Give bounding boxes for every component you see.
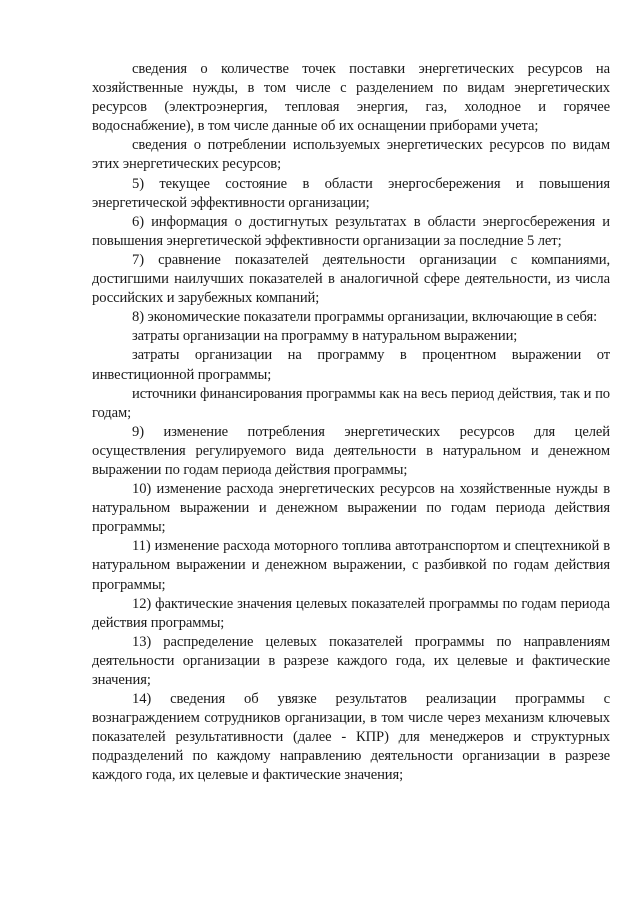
- paragraph-supply-points: сведения о количестве точек поставки энергетических ресурсов на хозяйственные нужды, в том числе с разделением по видам энергетических ресурсов (электроэнергия, тепловая энергия, газ, холодное и горячее водоснабжение), в том числе данные об их оснащении приборами учета;: [92, 61, 610, 135]
- paragraph-item-13: 13) распределение целевых показателей программы по направлениям деятельности организации в разрезе каждого года, их целевые и фактические значения;: [92, 633, 610, 688]
- paragraph-item-8: 8) экономические показатели программы организации, включающие в себя:: [132, 309, 598, 326]
- paragraph-item-9: 9) изменение потребления энергетических ресурсов для целей осуществления регулируемого вида деятельности в натуральном и денежном выражении по годам периода действия программы;: [92, 423, 610, 478]
- paragraph-consumption: сведения о потреблении используемых энергетических ресурсов по видам этих энергетических ресурсов;: [92, 137, 610, 173]
- paragraph-item-10: 10) изменение расхода энергетических ресурсов на хозяйственные нужды в натуральном выражении и денежном выражении по годам периода действия программы;: [92, 481, 610, 536]
- paragraph-item-7: 7) сравнение показателей деятельности организации с компаниями, достигшими наилучших показателей в аналогичной сфере деятельности, из числа российских и зарубежных компаний;: [92, 251, 610, 307]
- paragraph-funding-sources: источники финансирования программы как на весь период действия, так и по годам;: [92, 385, 610, 421]
- paragraph-item-12: 12) фактические значения целевых показателей программы по годам периода действия программы;: [92, 595, 610, 631]
- paragraph-costs-natural: затраты организации на программу в натуральном выражении;: [132, 328, 518, 345]
- paragraph-costs-percent: затраты организации на программу в процентном выражении от инвестиционной программы;: [92, 347, 610, 383]
- paragraph-item-6: 6) информация о достигнутых результатах в области энергосбережения и повышения энергетической эффективности организации за последние 5 лет;: [92, 213, 610, 249]
- paragraph-item-5: 5) текущее состояние в области энергосбережения и повышения энергетической эффективности организации;: [92, 175, 610, 211]
- document-page: [92, 60, 610, 786]
- paragraph-item-14: 14) сведения об увязке результатов реализации программы с вознаграждением сотрудников организации, в том числе через механизм ключевых показателей результативности (далее - КПР) для менеджеров и структурных подразделений по каждому направлению деятельности организации в разрезе каждого года, их целевые и фактические значения;: [92, 691, 610, 784]
- paragraph-item-11: 11) изменение расхода моторного топлива автотранспортом и спецтехникой в натуральном выражении и денежном выражении, с разбивкой по годам действия программы;: [92, 538, 610, 593]
